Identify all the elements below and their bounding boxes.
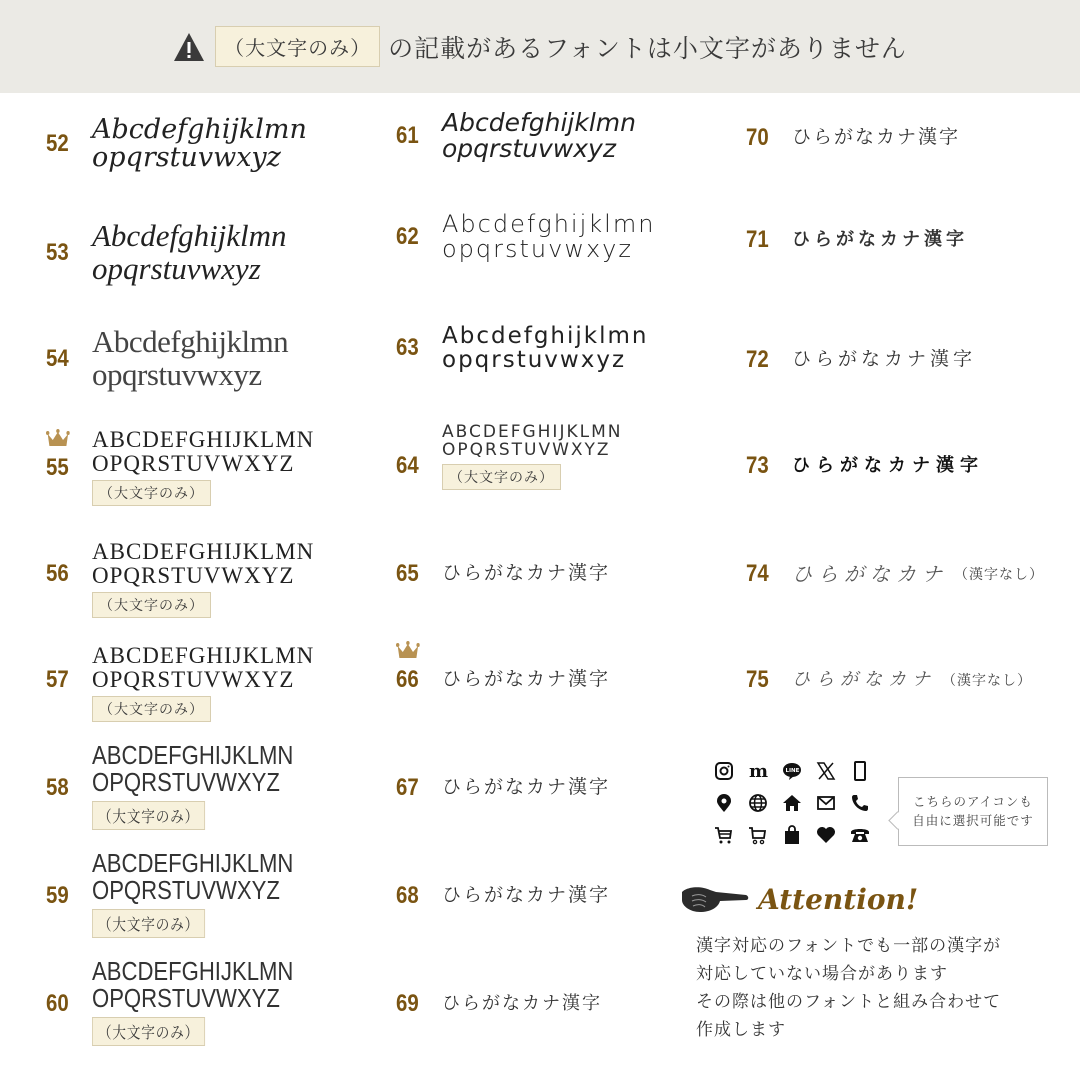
- font-number: 59: [46, 882, 69, 909]
- attention-heading: [680, 882, 918, 916]
- font-number: 57: [46, 666, 69, 693]
- sample-line-1: Abcdefghijklmn: [442, 323, 649, 349]
- font-sample-69: [396, 990, 602, 1018]
- sample-line-2: OPQRSTUVWXYZ: [92, 875, 280, 906]
- uppercase-only-tag: （大文字のみ）: [92, 696, 211, 722]
- no-kanji-note: （漢字なし）: [942, 673, 1032, 689]
- svg-text:LINE: LINE: [785, 768, 800, 774]
- phone-icon: [848, 791, 872, 815]
- font-number: 68: [396, 882, 419, 909]
- sample-line-1: ABCDEFGHIJKLMN: [92, 643, 315, 668]
- font-number: 56: [46, 560, 69, 587]
- font-sample-71: [746, 226, 968, 254]
- font-sample-62: [396, 212, 655, 262]
- icon-options-grid: [712, 759, 882, 847]
- font-sample-56: [46, 540, 314, 618]
- map-pin-icon: [712, 791, 736, 815]
- font-sample-55: [46, 428, 314, 506]
- globe-icon: [746, 791, 770, 815]
- sample-line-1: Abcdefghijklmn: [92, 218, 287, 253]
- crown-icon: [46, 428, 70, 448]
- font-number: 60: [46, 990, 69, 1017]
- sample-line-1: Abcdefghijklmn: [442, 210, 656, 238]
- m-icon: [746, 759, 770, 783]
- font-number: 63: [396, 334, 419, 362]
- font-number-text: 55: [46, 454, 69, 481]
- font-number: 61: [396, 122, 419, 150]
- font-sample-65: [396, 560, 610, 588]
- sample-line-1: ABCDEFGHIJKLMN: [92, 539, 315, 564]
- callout-line-2: 自由に選択可能です: [912, 813, 1034, 828]
- telephone-icon: [848, 823, 872, 847]
- font-number: 52: [46, 130, 69, 158]
- sample-line-2: OPQRSTUVWXYZ: [442, 439, 611, 460]
- shopping-bag-icon: [780, 823, 804, 847]
- sample-text: ひらがなカナ漢字: [442, 668, 611, 691]
- line-icon: [780, 759, 804, 783]
- font-sample-67: [396, 774, 610, 802]
- font-number: 74: [746, 560, 769, 587]
- attention-line: 対応していない場合があります: [696, 964, 948, 984]
- instagram-icon: [712, 759, 736, 783]
- font-number: 53: [46, 238, 69, 266]
- uppercase-only-tag: （大文字のみ）: [442, 464, 561, 490]
- font-number: 67: [396, 774, 419, 801]
- attention-line: その際は他のフォントと組み合わせて: [696, 992, 1002, 1012]
- sample-text: ひらがなカナ: [792, 561, 948, 586]
- sample-text: ひらがなカナ: [792, 668, 936, 690]
- font-number: [46, 454, 85, 482]
- heart-icon: [814, 823, 838, 847]
- font-sample-68: [396, 882, 610, 910]
- uppercase-only-tag: （大文字のみ）: [92, 801, 205, 830]
- sample-line-2: OPQRSTUVWXYZ: [92, 451, 295, 477]
- font-number-text: 66: [396, 666, 419, 693]
- sample-line-2: OPQRSTUVWXYZ: [92, 983, 280, 1014]
- mail-icon: [814, 791, 838, 815]
- font-sample-54: [46, 326, 288, 391]
- sample-line-2: opqrstuvwxyz: [442, 134, 616, 164]
- font-sample-61: [396, 110, 636, 163]
- font-sample-52: [46, 116, 307, 173]
- home-icon: [780, 791, 804, 815]
- font-number: 73: [746, 452, 769, 479]
- font-sample-66: [396, 666, 610, 694]
- sample-line-2: opqrstuvwxyz: [92, 142, 281, 174]
- font-number: 62: [396, 223, 419, 251]
- crown-icon: [396, 640, 420, 660]
- attention-line: 漢字対応のフォントでも一部の漢字が: [696, 936, 1002, 956]
- sample-line-2: OPQRSTUVWXYZ: [92, 767, 280, 798]
- sample-text: ひらがなカナ漢字: [792, 228, 968, 250]
- uppercase-only-tag: （大文字のみ）: [92, 909, 205, 938]
- cart-alt-icon: [746, 823, 770, 847]
- sample-text: ひらがなカナ漢字: [792, 348, 977, 371]
- sample-line-1: Abcdefghijklmn: [92, 114, 307, 145]
- font-sample-58: [46, 742, 329, 830]
- banner-text: [215, 26, 907, 67]
- sample-text: ひらがなカナ漢字: [442, 992, 602, 1014]
- font-sample-74: [746, 560, 1044, 588]
- font-sample-63: [396, 324, 648, 372]
- warning-icon: [173, 32, 205, 62]
- notice-banner: [0, 0, 1080, 93]
- sample-text: ひらがなカナ漢字: [792, 454, 984, 476]
- attention-body: [696, 932, 1001, 1044]
- sample-line-2: opqrstuvwxyz: [442, 235, 633, 264]
- cart-icon: [712, 823, 736, 847]
- smartphone-icon: [848, 759, 872, 783]
- sample-text: ひらがなカナ漢字: [792, 126, 961, 149]
- banner-message: の記載があるフォントは小文字がありません: [388, 33, 907, 63]
- sample-line-1: ABCDEFGHIJKLMN: [442, 422, 623, 442]
- font-sample-60: [46, 958, 329, 1046]
- font-sample-72: [746, 346, 976, 374]
- no-kanji-note: （漢字なし）: [954, 567, 1044, 583]
- uppercase-only-tag: （大文字のみ）: [92, 1017, 205, 1046]
- uppercase-only-tag: （大文字のみ）: [215, 26, 380, 67]
- svg-text:m: m: [749, 761, 768, 781]
- font-number: 69: [396, 990, 419, 1017]
- uppercase-only-tag: （大文字のみ）: [92, 592, 211, 618]
- sample-line-2: OPQRSTUVWXYZ: [92, 563, 295, 589]
- font-number: 65: [396, 560, 419, 587]
- attention-line: 作成します: [696, 1020, 786, 1040]
- pointing-hand-icon: [680, 882, 750, 916]
- sample-line-1: ABCDEFGHIJKLMN: [92, 848, 294, 878]
- font-sample-57: [46, 644, 314, 722]
- attention-title: Attention!: [758, 882, 919, 916]
- font-number: 75: [746, 666, 769, 693]
- sample-line-1: ABCDEFGHIJKLMN: [92, 740, 294, 770]
- font-number: 70: [746, 124, 769, 151]
- font-number: 58: [46, 774, 69, 801]
- sample-text: ひらがなカナ漢字: [442, 884, 611, 907]
- uppercase-only-tag: （大文字のみ）: [92, 480, 211, 506]
- sample-line-1: Abcdefghijklmn: [92, 324, 289, 359]
- sample-line-1: Abcdefghijklmn: [442, 108, 636, 137]
- sample-text: ひらがなカナ漢字: [442, 776, 611, 799]
- sample-line-2: opqrstuvwxyz: [92, 356, 262, 392]
- font-sample-59: [46, 850, 329, 938]
- sample-line-2: opqrstuvwxyz: [442, 347, 627, 374]
- font-sample-75: [746, 666, 1032, 694]
- font-number: 64: [396, 452, 419, 479]
- x-icon: [814, 759, 838, 783]
- icon-choice-callout: [898, 777, 1048, 846]
- font-number: 72: [746, 346, 769, 373]
- font-number: [396, 666, 435, 694]
- callout-line-1: こちらのアイコンも: [913, 794, 1033, 809]
- sample-text: ひらがなカナ漢字: [442, 562, 611, 585]
- font-sample-64: [396, 424, 622, 490]
- sample-line-1: ABCDEFGHIJKLMN: [92, 427, 315, 452]
- sample-line-1: ABCDEFGHIJKLMN: [92, 956, 294, 986]
- sample-line-2: OPQRSTUVWXYZ: [92, 667, 295, 693]
- font-sample-70: [746, 124, 960, 152]
- font-number: 54: [46, 344, 69, 372]
- sample-line-2: opqrstuvwxyz: [92, 250, 261, 286]
- font-number: 71: [746, 226, 769, 253]
- font-sample-53: [46, 220, 287, 285]
- font-sample-73: [746, 452, 984, 480]
